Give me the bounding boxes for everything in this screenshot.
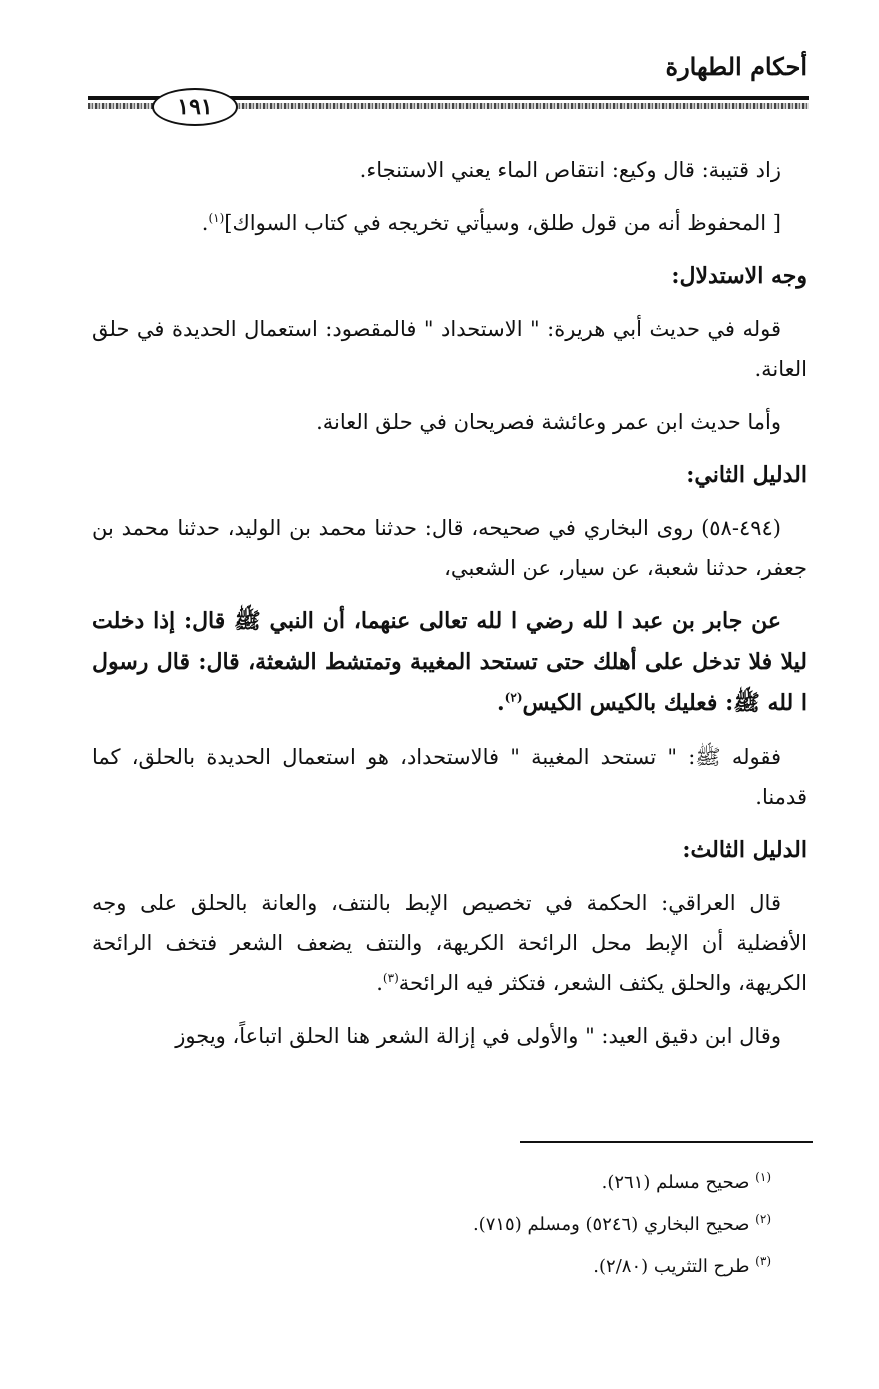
section-heading: الدليل الثاني: [686, 462, 807, 488]
paragraph [92, 737, 807, 817]
footnotes [300, 1162, 771, 1288]
footnote [300, 1204, 771, 1246]
footnote [300, 1246, 771, 1288]
footnote [300, 1162, 771, 1204]
paragraph [92, 309, 807, 389]
paragraph [92, 150, 807, 190]
paragraph-text: وأما حديث ابن عمر وعائشة فصريحان في حلق العانة. [316, 410, 781, 434]
paragraph-text: [ المحفوظ أنه من قول طلق، وسيأتي تخريجه في كتاب السواك] [224, 211, 781, 235]
paragraph-text: زاد قتيبة: قال وكيع: انتقاص الماء يعني الاستنجاء. [359, 158, 781, 182]
paragraph-text: قوله في حديث أبي هريرة: " الاستحداد " فالمقصود: استعمال الحديدة في حلق العانة. [92, 317, 807, 381]
footnote-ref: (٢) [504, 690, 523, 705]
paragraph-text: وقال ابن دقيق العيد: " والأولى في إزالة الشعر هنا الحلق اتباعاً، ويجوز [175, 1024, 781, 1048]
paragraph-text: (٤٩٤-٥٨) روى البخاري في صحيحه، قال: حدثنا محمد بن الوليد، حدثنا محمد بن جعفر، حدثنا شعبة، عن سيار، عن الشعبي، [92, 516, 807, 580]
footnote-number: (٢) [755, 1212, 771, 1226]
paragraph-text: عن جابر بن عبد ا لله رضي ا لله تعالى عنهما، أن النبي ﷺ قال: إذا دخلت ليلا فلا تدخل على أهلك حتى تستحد المغيبة وتمتشط الشعثة، قال: قال رسول ا لله ﷺ: فعليك بالكيس الكيس [92, 608, 807, 716]
footnote-ref: (٣) [382, 971, 399, 985]
section-heading: وجه الاستدلال: [671, 263, 807, 289]
paragraph-text: قال العراقي: الحكمة في تخصيص الإبط بالنتف، والعانة بالحلق على وجه الأفضلية أن الإبط محل الرائحة الكريهة، والنتف يضعف الشعر فتخف الرائحة الكريهة، والحلق يكثف الشعر، فتكثر فيه الرائحة [92, 891, 807, 995]
footnote-number: (١) [755, 1170, 771, 1184]
running-header-title: أحكام الطهارة [665, 52, 807, 81]
section-heading: الدليل الثالث: [682, 837, 807, 863]
footnote-text: طرح التثريب (٢/٨٠). [593, 1256, 750, 1277]
footnote-separator [520, 1141, 813, 1143]
paragraph [92, 1016, 807, 1056]
page-number: ١٩١ [152, 88, 238, 126]
footnote-ref: (١) [208, 211, 225, 225]
paragraph [92, 883, 807, 1003]
hadith-text [92, 601, 807, 724]
footnote-number: (٣) [755, 1254, 771, 1268]
paragraph-end: . [201, 211, 209, 235]
paragraph [92, 402, 807, 442]
footnote-text: صحيح البخاري (٥٢٤٦) ومسلم (٧١٥). [472, 1214, 750, 1235]
paragraph-text: فقوله ﷺ: " تستحد المغيبة " فالاستحداد، هو استعمال الحديدة بالحلق، كما قدمنا. [92, 745, 807, 809]
footnote-text: صحيح مسلم (٢٦١). [601, 1172, 750, 1193]
paragraph-end: . [497, 690, 505, 716]
paragraph-end: . [376, 971, 383, 995]
paragraph [92, 203, 807, 243]
main-text [92, 150, 807, 1069]
paragraph [92, 508, 807, 588]
